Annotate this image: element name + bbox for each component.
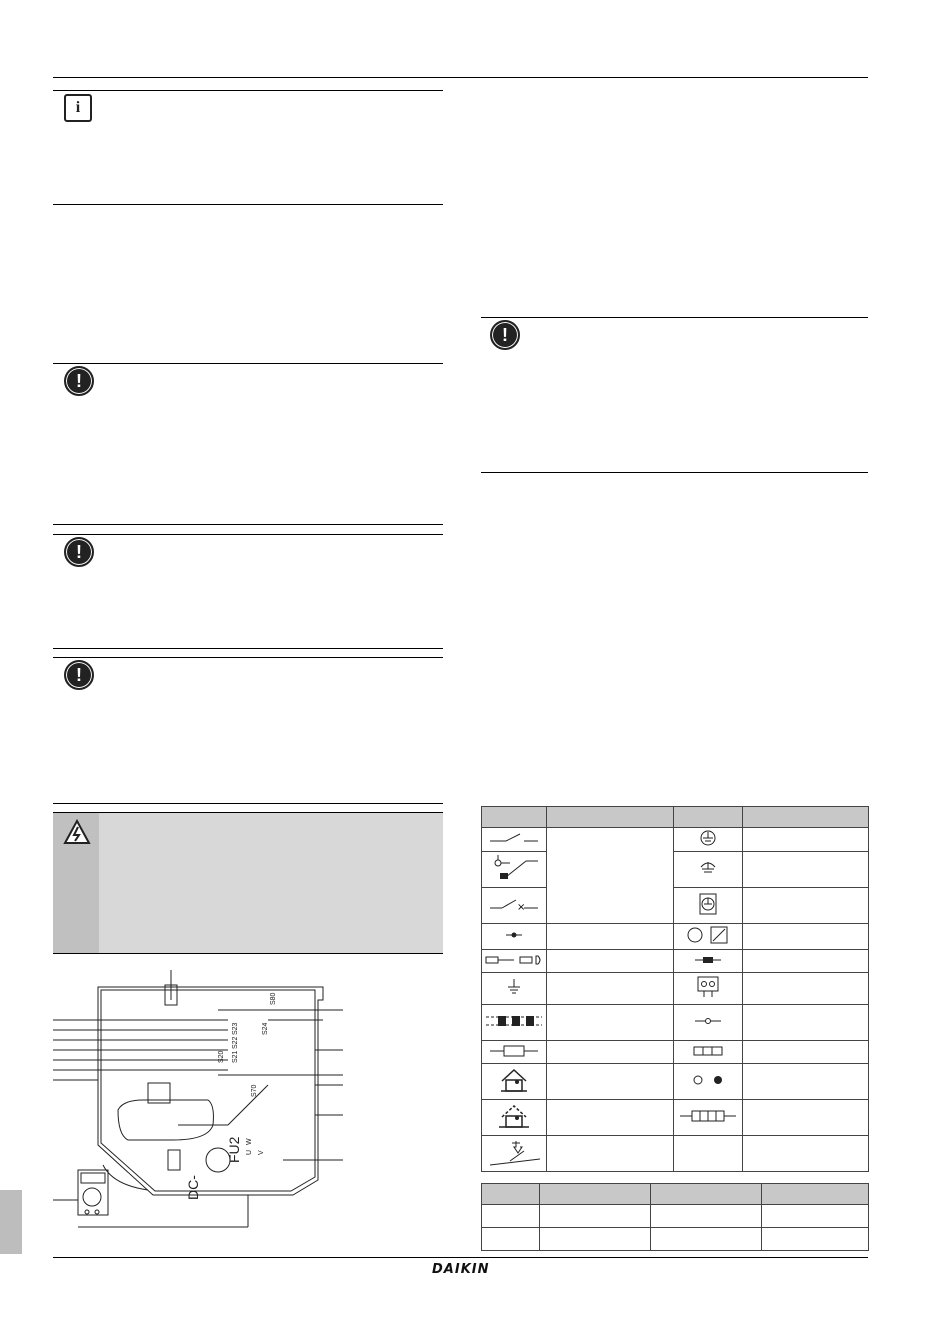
connection-symbol — [482, 924, 547, 950]
connection-meaning — [547, 924, 674, 950]
label-s20: S20 — [218, 1050, 225, 1063]
switch-symbol — [482, 828, 547, 852]
relay-connector-meaning — [743, 973, 869, 1005]
indoor-unit-symbol — [482, 1064, 547, 1100]
legend-header-meaning-2 — [743, 807, 869, 828]
relay-connector-symbol — [674, 973, 743, 1005]
legend-header-meaning-1 — [547, 807, 674, 828]
notice-box-1-top — [53, 363, 443, 364]
exclamation-icon: ! — [64, 660, 94, 690]
terminal-symbol — [674, 950, 743, 973]
wire-clamp-meaning — [743, 1041, 869, 1064]
breaker-symbol — [482, 888, 547, 924]
connector-meaning — [547, 950, 674, 973]
led-meaning — [743, 1064, 869, 1100]
outdoor-unit-symbol — [482, 1100, 547, 1136]
daikin-logo: DAIKIN — [432, 1262, 490, 1277]
footer-rule — [53, 1257, 868, 1258]
info-icon: i — [64, 94, 92, 122]
label-s24: S24 — [262, 1022, 269, 1035]
exclamation-icon: ! — [64, 366, 94, 396]
colour-cell — [651, 1228, 762, 1251]
led-symbols — [674, 1064, 743, 1100]
empty-symbol-cell — [674, 1136, 743, 1172]
colour-cell — [651, 1205, 762, 1228]
notice-box-2-bottom — [53, 648, 443, 649]
notice-box-1-bottom — [53, 524, 443, 525]
field-wiring-meaning — [547, 1005, 674, 1041]
motor-meaning — [743, 924, 869, 950]
colour-cell — [762, 1205, 869, 1228]
label-v: V — [258, 1150, 265, 1155]
label-fu2: FU2 — [226, 1136, 242, 1163]
notice-box-3-bottom — [53, 803, 443, 804]
label-s23: S23 — [232, 1022, 239, 1035]
notice-box-3-top — [53, 657, 443, 658]
terminal-block-symbol — [674, 1100, 743, 1136]
ground-symbol — [482, 973, 547, 1005]
wiring-diagram — [53, 965, 348, 1245]
colour-cell — [482, 1228, 540, 1251]
label-u: U — [246, 1149, 253, 1155]
terminal-meaning — [743, 950, 869, 973]
info-box-top — [53, 90, 443, 91]
field-wiring-symbol — [482, 1005, 547, 1041]
colour-header-3 — [651, 1184, 762, 1205]
noiseless-earth-meaning — [743, 852, 869, 888]
terminal-strip-meaning — [743, 1005, 869, 1041]
label-w: W — [246, 1138, 253, 1145]
colour-cell — [540, 1205, 651, 1228]
indoor-unit-meaning — [547, 1064, 674, 1100]
terminal-strip-symbol — [674, 1005, 743, 1041]
protective-earth-symbol — [674, 888, 743, 924]
colour-cell — [762, 1228, 869, 1251]
label-dc: DC- — [185, 1175, 201, 1200]
empty-meaning-cell — [743, 1136, 869, 1172]
info-box-bottom — [53, 204, 443, 205]
colour-header-4 — [762, 1184, 869, 1205]
exclamation-icon: ! — [490, 320, 520, 350]
fuse-symbol — [482, 1041, 547, 1064]
noiseless-earth-symbol — [674, 852, 743, 888]
wire-clamp-symbol — [674, 1041, 743, 1064]
fuse-meaning — [547, 1041, 674, 1064]
notice-box-4-bottom — [481, 472, 868, 473]
top-rule — [53, 77, 868, 78]
colour-cell — [482, 1205, 540, 1228]
colour-header-2 — [540, 1184, 651, 1205]
side-tab — [0, 1190, 22, 1254]
label-s22: S22 — [232, 1036, 239, 1049]
protective-earth-meaning — [743, 888, 869, 924]
user-installation-meaning — [547, 1136, 674, 1172]
legend-header-symbol-2 — [674, 807, 743, 828]
motor-symbols — [674, 924, 743, 950]
label-s70: S70 — [251, 1084, 258, 1097]
label-s80: S80 — [270, 992, 277, 1005]
notice-box-2-top — [53, 534, 443, 535]
outdoor-unit-meaning — [547, 1100, 674, 1136]
label-s21: S21 — [232, 1050, 239, 1063]
symbol-legend-table — [481, 806, 869, 1172]
ground-meaning — [547, 973, 674, 1005]
earth-symbol — [674, 828, 743, 852]
connector-symbol — [482, 950, 547, 973]
push-switch-symbol — [482, 852, 547, 888]
danger-box — [53, 812, 443, 954]
terminal-block-meaning — [743, 1100, 869, 1136]
electric-shock-icon — [63, 819, 91, 845]
notice-box-4-top — [481, 317, 868, 318]
user-installation-symbol — [482, 1136, 547, 1172]
legend-header-symbol-1 — [482, 807, 547, 828]
colour-table — [481, 1183, 869, 1251]
switch-meaning — [547, 828, 674, 924]
colour-header-1 — [482, 1184, 540, 1205]
svg-text:×: × — [517, 902, 526, 912]
colour-cell — [540, 1228, 651, 1251]
earth-meaning — [743, 828, 869, 852]
exclamation-icon: ! — [64, 537, 94, 567]
